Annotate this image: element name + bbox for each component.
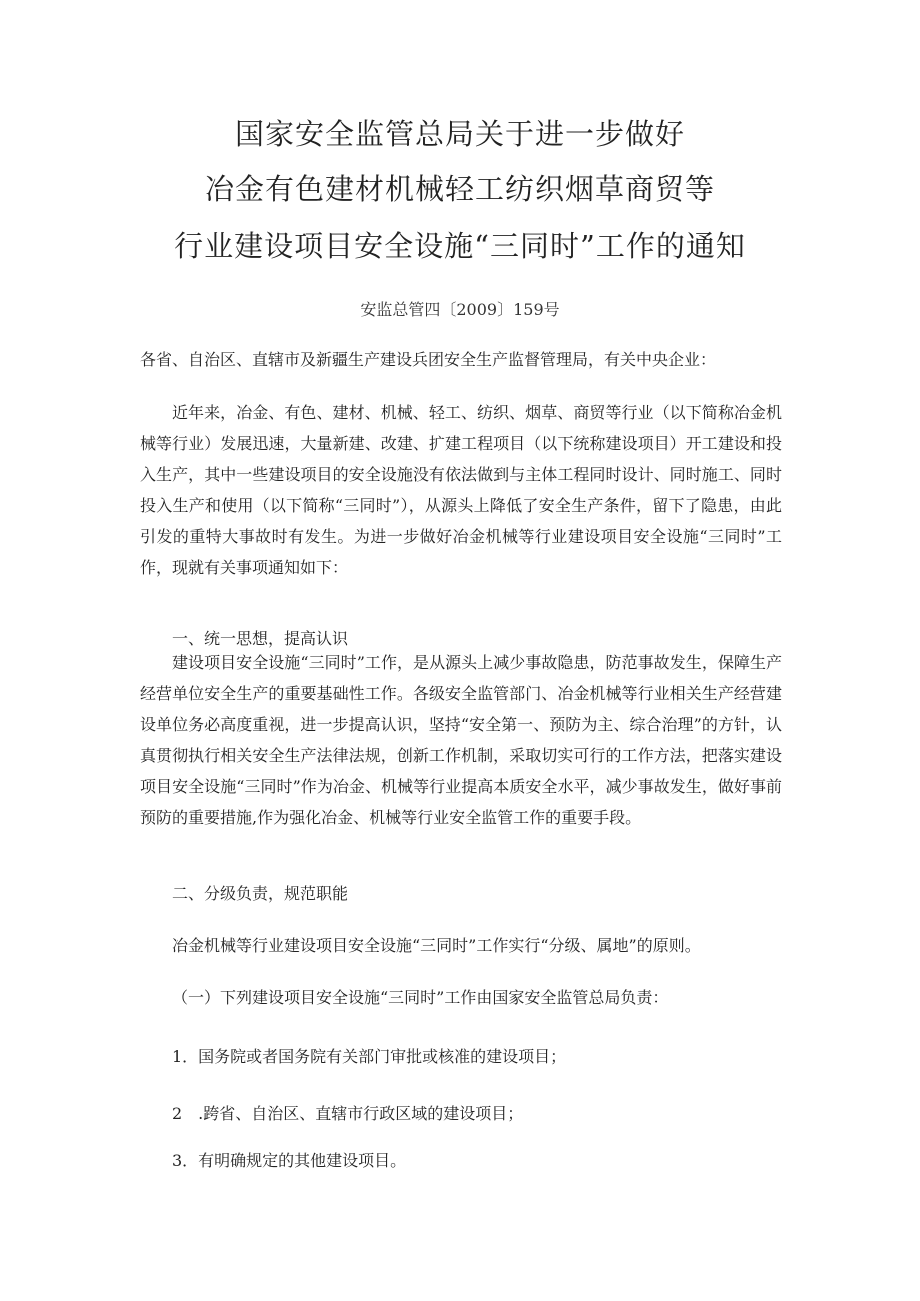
section1-paragraph: 建设项目安全设施“三同时”工作，是从源头上减少事故隐患，防范事故发生，保障生产经营单位安全生产的重要基础性工作。各级安全监管部门、冶金机械等行业相关生产经营建设单位务必高度重视，进一步提高认识，坚持“安全第一、预防为主、综合治理”的方针，认真贯彻执行相关安全生产法律法规，创新工作机制，采取切实可行的工作方法，把落实建设项目安全设施“三同时”作为冶金、机械等行业提高本质安全水平，减少事故发生，做好事前预防的重要措施,作为强化冶金、机械等行业安全监管工作的重要手段。: [140, 653, 782, 827]
title-line-3: 行业建设项目安全设施“三同时”工作的通知: [174, 229, 746, 263]
section2-sub1: （一）下列建设项目安全设施“三同时”工作由国家安全监管总局负责：: [172, 988, 669, 1007]
list-item-2: 2 .跨省、自治区、直辖市行政区域的建设项目；: [172, 1104, 524, 1123]
intro-paragraph: 近年来，冶金、有色、建材、机械、轻工、纺织、烟草、商贸等行业（以下简称冶金机械等行业）发展迅速，大量新建、改建、扩建工程项目（以下统称建设项目）开工建设和投入生产，其中一些建设项目的安全设施没有依法做到与主体工程同时设计、同时施工、同时投入生产和使用（以下简称“三同时”），从源头上降低了安全生产条件，留下了隐患，由此引发的重特大事故时有发生。为进一步做好冶金机械等行业建设项目安全设施“三同时”工作，现就有关事项通知如下：: [140, 403, 782, 577]
section2-heading: 二、分级负责，规范职能: [172, 884, 349, 903]
document-number: 安监总管四〔2009〕159号: [360, 300, 560, 319]
title-line-1: 国家安全监管总局关于进一步做好: [234, 117, 685, 151]
section2-principle: 冶金机械等行业建设项目安全设施“三同时”工作实行“分级、属地”的原则。: [172, 936, 701, 955]
title-line-2: 冶金有色建材机械轻工纺织烟草商贸等: [204, 172, 715, 206]
section1-heading: 一、统一思想，提高认识: [172, 629, 349, 648]
list-item-3: 3．有明确规定的其他建设项目。: [172, 1151, 407, 1170]
addressee: 各省、自治区、直辖市及新疆生产建设兵团安全生产监督管理局，有关中央企业：: [140, 350, 717, 369]
list-item-1: 1．国务院或者国务院有关部门审批或核准的建设项目；: [172, 1047, 567, 1066]
